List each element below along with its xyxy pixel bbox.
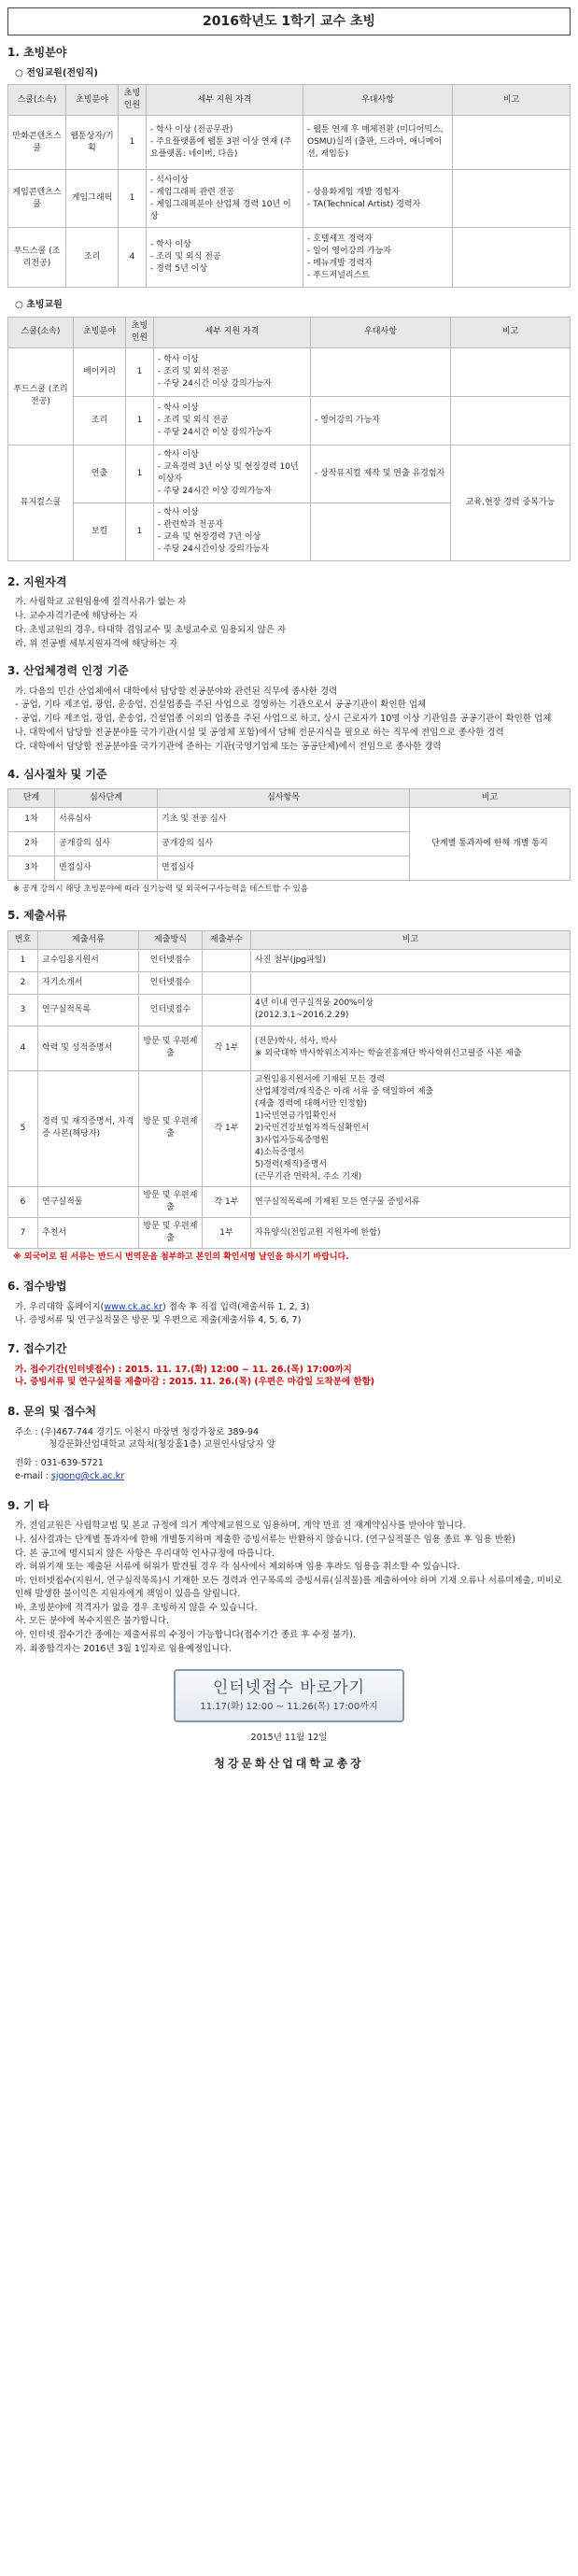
- table-row: [8, 116, 571, 170]
- section-heading: 6. 접수방법: [7, 1280, 67, 1294]
- qualification-cell: [154, 445, 311, 502]
- list-item: - 학사 이상: [150, 239, 299, 251]
- copies-cell: 각 1부: [203, 1070, 251, 1186]
- document-cell: 교수임용지원서: [38, 949, 139, 971]
- list-item: - 관련학과 전공자: [158, 519, 306, 531]
- step-cell: 2차: [8, 831, 55, 856]
- section-heading: 5. 제출서류: [7, 909, 67, 923]
- document-cell: 학력 및 성적증명서: [38, 1026, 139, 1070]
- table-header-row: [8, 317, 571, 347]
- remark-cell: [453, 170, 571, 228]
- method-cell: 방문 및 우편제출: [139, 1218, 203, 1249]
- list-item: - 상작뮤지컬 제작 및 연출 유경험자: [315, 468, 446, 480]
- remark-line: 3)사업자등록증명원: [255, 1135, 329, 1145]
- header-cell: 초빙인원: [119, 85, 147, 116]
- number-cell: 4: [8, 1026, 38, 1070]
- remark-line: 연구실적목록에 기재된 모든 연구물 증빙서류: [255, 1196, 420, 1207]
- address-line: 청강문화산업대학교 교학처(청강홀1층) 교원인사담당자 앞: [49, 1439, 275, 1451]
- list-item: - 조리 및 외식 전공: [158, 366, 306, 378]
- table-row: [8, 170, 571, 228]
- field-cell: 웹툰상자/기획: [66, 116, 119, 170]
- remark-line: (2012.3.1~2016.2.29): [255, 1011, 349, 1021]
- online-apply-button[interactable]: [174, 1669, 403, 1722]
- table-row: [8, 1026, 571, 1070]
- remark-cell: [251, 949, 571, 971]
- header-cell: 초빙인원: [126, 317, 154, 347]
- apply-button-wrap: [7, 1669, 571, 1722]
- list-item: - 호텔셰프 경력자: [307, 234, 448, 246]
- invited-positions-table: [7, 317, 571, 561]
- table-row: [8, 971, 571, 994]
- table-row: [8, 807, 571, 831]
- table-header-row: [8, 788, 571, 807]
- copies-cell: 1부: [203, 1218, 251, 1249]
- table-row: [8, 1218, 571, 1249]
- table-row: [8, 347, 571, 396]
- remark-line: (전문)학사, 석사, 박사: [255, 1037, 338, 1047]
- qualification-cell: [154, 502, 311, 560]
- header-cell: 세부 지원 자격: [147, 85, 303, 116]
- screening-table: [7, 788, 571, 881]
- subsection-heading: ○ 초빙교원: [15, 300, 63, 311]
- count-cell: 1: [126, 502, 154, 560]
- screening-note: ※ 공개 강의시 해당 초빙분야에 따라 실기능력 및 외국어구사능력을 테스트할 수 있음: [13, 884, 309, 894]
- stage-cell: 면접심사: [55, 856, 158, 880]
- number-cell: 1: [8, 949, 38, 971]
- header-cell: 우대사항: [303, 85, 453, 116]
- method-line: [15, 1301, 571, 1314]
- remark-line: 1)국민연금가입확인서: [255, 1111, 337, 1121]
- method-cell: 인터넷접수: [139, 994, 203, 1026]
- number-cell: 6: [8, 1187, 38, 1218]
- step-cell: 3차: [8, 856, 55, 880]
- email-label: e-mail :: [15, 1470, 51, 1481]
- preference-cell: [311, 445, 451, 502]
- list-item: - 웹툰 연재 후 매체전환 (미디어믹스, OSMU)실적 (출판, 드라마, 애니메이션, 게임등): [307, 124, 448, 161]
- qualification-cell: [154, 347, 311, 396]
- list-item: 자. 최종합격자는 2016년 3월 1일자로 임용예정입니다.: [15, 1643, 232, 1654]
- list-item: 가. 다음의 민간 산업체에서 대학에서 담당할 전공분야와 관련된 직무에 종사한 경력: [15, 686, 338, 697]
- fulltime-positions-table: [7, 84, 571, 288]
- header-cell: 심사단계: [55, 788, 158, 807]
- number-cell: 7: [8, 1218, 38, 1249]
- list-item: - TA(Technical Artist) 경력자: [307, 199, 448, 211]
- homepage-link[interactable]: www.ck.ac.kr: [104, 1301, 163, 1312]
- method-cell: 방문 및 우편제출: [139, 1070, 203, 1186]
- count-cell: 1: [126, 445, 154, 502]
- preference-cell: [303, 228, 453, 288]
- preference-cell: [311, 502, 451, 560]
- section-heading: 8. 문의 및 접수처: [7, 1405, 96, 1419]
- list-item: - 상용화게임 개발 경험자: [307, 187, 448, 199]
- copies-cell: [203, 994, 251, 1026]
- count-cell: 1: [119, 116, 147, 170]
- period-line: 가. 접수기간(인터넷접수) : 2015. 11. 17.(화) 12:00 ~ 11. 26.(목) 17:00까지: [15, 1364, 352, 1375]
- number-cell: 2: [8, 971, 38, 994]
- section-heading: 7. 접수기간: [7, 1342, 67, 1356]
- table-row: [8, 396, 571, 445]
- table-row: [8, 949, 571, 971]
- header-cell: 제출방식: [139, 930, 203, 949]
- qualification-cell: [154, 396, 311, 445]
- school-cell: 게임콘텐츠스쿨: [8, 170, 66, 228]
- number-cell: 5: [8, 1070, 38, 1186]
- field-cell: 보컬: [74, 502, 126, 560]
- list-item: 나. 교수자격기준에 해당하는 자: [15, 611, 138, 622]
- header-cell: 단계: [8, 788, 55, 807]
- method-text: ) 접속 후 직접 입력(제출서류 1, 2, 3): [162, 1301, 310, 1312]
- phone-line: 전화 : 031-639-5721: [15, 1458, 104, 1469]
- header-cell: 비고: [453, 85, 571, 116]
- remark-line: 4)소득증명서: [255, 1148, 304, 1158]
- issuer-name: 청강문화산업대학교총장: [214, 1756, 364, 1770]
- qualification-cell: [147, 170, 303, 228]
- header-cell: 세부 지원 자격: [154, 317, 311, 347]
- list-item: - 학사 이상 (전공무관): [150, 124, 299, 136]
- list-item: - 석사이상: [150, 175, 299, 187]
- preference-cell: [311, 396, 451, 445]
- list-item: 다. 대학에서 담당할 전공분야를 국가기관에 준하는 기관(국영기업체 또는 공공단체)에서 전임으로 종사한 경력: [15, 741, 442, 752]
- stage-cell: 서류심사: [55, 807, 158, 831]
- list-item: - 메뉴개발 경력자: [307, 258, 448, 270]
- field-cell: 베이커리: [74, 347, 126, 396]
- item-cell: 면접심사: [158, 856, 410, 880]
- number-cell: 3: [8, 994, 38, 1026]
- header-cell: 우대사항: [311, 317, 451, 347]
- remark-line: 5)경력(재직)증명서: [255, 1160, 328, 1170]
- remark-cell: [453, 116, 571, 170]
- document-cell: 경력 및 재직증명서, 자격증 사본(해당자): [38, 1070, 139, 1186]
- section-heading: 4. 심사절차 및 기준: [7, 767, 107, 781]
- copies-cell: 각 1부: [203, 1187, 251, 1218]
- misc-list: [15, 1520, 571, 1656]
- remark-line: 자유양식(전임교원 지원자에 한함): [255, 1227, 381, 1238]
- remark-line: 4년 이내 연구실적물 200%이상: [255, 998, 374, 1009]
- item-cell: 공개강의 심사: [158, 831, 410, 856]
- header-cell: 비고: [410, 788, 571, 807]
- copies-cell: 각 1부: [203, 1026, 251, 1070]
- section-heading: 3. 산업체경력 인정 기준: [7, 664, 129, 678]
- header-cell: 번호: [8, 930, 38, 949]
- remark-cell: [251, 971, 571, 994]
- qualification-cell: [147, 116, 303, 170]
- remark-line: (근무기관 연락처, 주소 기재): [255, 1172, 362, 1182]
- table-row: [8, 228, 571, 288]
- remark-cell: [251, 1026, 571, 1070]
- remark-line: 사진 첨부(jpg파일): [255, 955, 326, 965]
- remark-cell: 단계별 통과자에 한해 개별 통지: [410, 807, 571, 880]
- copies-cell: [203, 949, 251, 971]
- list-item: - 주요플랫폼에 웹툰 3편 이상 연재 (주요플랫폼: 네이버, 다음): [150, 136, 299, 161]
- list-item: - 학사 이상: [158, 507, 306, 519]
- remark-cell: [251, 1070, 571, 1186]
- remark-cell: [251, 994, 571, 1026]
- list-item: - 공업, 기타 제조업, 광업, 운송업, 건설업종을 주된 사업으로 경영하는 기관으로서 공공기관이 확인한 업체: [15, 700, 427, 711]
- industry-experience-list: [15, 686, 571, 754]
- list-item: - 조리 및 외식 전공: [150, 251, 299, 263]
- field-cell: 조리: [74, 396, 126, 445]
- list-item: 가. 사립학교 교원임용에 결격사유가 없는 자: [15, 597, 187, 608]
- count-cell: 1: [126, 347, 154, 396]
- list-item: - 주당 24시간 이상 강의가능자: [158, 427, 306, 439]
- table-row: [8, 445, 571, 502]
- table-row: [8, 994, 571, 1026]
- header-cell: 제출서류: [38, 930, 139, 949]
- header-cell: 비고: [251, 930, 571, 949]
- list-item: - 학사 이상: [158, 354, 306, 366]
- remark-cell: [451, 396, 571, 445]
- preference-cell: [311, 347, 451, 396]
- documents-table: [7, 930, 571, 1250]
- period-line: 나. 증빙서류 및 연구실적물 제출마감 : 2015. 11. 26.(목) (우편은 마감일 도착분에 한함): [15, 1377, 375, 1388]
- list-item: - 교육경력 3년 이상 및 현장경력 10년 이상자: [158, 461, 306, 486]
- list-item: - 교육 및 현장경력 7년 이상: [158, 531, 306, 544]
- list-item: - 학사 이상: [158, 403, 306, 415]
- list-item: - 주당 24시간이상 강의가능자: [158, 544, 306, 556]
- school-cell: 푸드스쿨 (조리전공): [8, 347, 74, 445]
- field-cell: 연출: [74, 445, 126, 502]
- list-item: 사. 모든 분야에 복수지원은 불가합니다.: [15, 1616, 169, 1627]
- header-cell: 초빙분야: [66, 85, 119, 116]
- preference-cell: [303, 116, 453, 170]
- header-cell: 초빙분야: [74, 317, 126, 347]
- page-title: 2016학년도 1학기 교수 초빙: [7, 7, 571, 35]
- list-item: 나. 심사결과는 단계별 통과자에 한해 개별통지하며 제출한 증빙서류는 반환하지 않습니다. (연구실적물은 임용 종료 후 임용 반환): [15, 1534, 515, 1545]
- list-item: - 조리 및 외식 전공: [158, 415, 306, 427]
- list-item: 가. 전임교원은 사립학교법 및 본교 규정에 의거 계약제교원으로 임용하며, 계약 만료 전 재계약심사를 받아야 합니다.: [15, 1521, 466, 1532]
- step-cell: 1차: [8, 807, 55, 831]
- method-line: 나. 증빙서류 및 연구실적물은 방문 및 우편으로 제출(제출서류 4, 5, 6, 7): [15, 1314, 302, 1325]
- remark-cell: [251, 1187, 571, 1218]
- list-item: - 경력 5년 이상: [150, 263, 299, 276]
- table-header-row: [8, 930, 571, 949]
- document-cell: 자기소개서: [38, 971, 139, 994]
- school-cell: 푸드스쿨 (조리전공): [8, 228, 66, 288]
- item-cell: 기초 및 전공 심사: [158, 807, 410, 831]
- count-cell: 1: [119, 170, 147, 228]
- remark-line: 2)국민건강보험자격득실확인서: [255, 1123, 370, 1133]
- list-item: - 게임그래픽 관련 전공: [150, 187, 299, 199]
- remark-cell: [451, 347, 571, 396]
- header-cell: 스쿨(소속): [8, 85, 66, 116]
- list-item: - 일어 영어강의 가능자: [307, 246, 448, 258]
- table-row: [8, 1187, 571, 1218]
- method-cell: 인터넷접수: [139, 949, 203, 971]
- announcement-date: 2015년 11월 12일: [250, 1732, 328, 1743]
- method-cell: 방문 및 우편제출: [139, 1187, 203, 1218]
- school-cell: 뮤지컬스쿨: [8, 445, 74, 560]
- header-cell: 비고: [451, 317, 571, 347]
- table-header-row: [8, 85, 571, 116]
- document-cell: 추천서: [38, 1218, 139, 1249]
- list-item: - 공업, 기타 제조업, 광업, 운송업, 건설업종 이외의 업종을 주된 사업으로 하고, 상시 근로자가 10명 이상 기관임을 공공기관이 확인한 업체: [15, 714, 552, 725]
- field-cell: 게임그래픽: [66, 170, 119, 228]
- header-cell: 제출부수: [203, 930, 251, 949]
- list-item: 마. 인터넷접수(지원서, 연구실적목록)시 기재한 모든 경력과 연구목록의 증빙서류(실적물)를 제출하여야 하며 기재 오류나 서류미제출, 미비로 인해 발생한 불이익은 지원자에게 책임이 있음을 알립니다.: [15, 1576, 563, 1599]
- documents-warning: ※ 외국어로 된 서류는 반드시 번역문을 첨부하고 본인의 확인서명 날인을 하시기 바랍니다.: [13, 1253, 349, 1263]
- list-item: 바. 초빙분야에 적격자가 없을 경우 초빙하지 않을 수 있습니다.: [15, 1602, 258, 1613]
- section-heading: 2. 지원자격: [7, 574, 67, 588]
- subsection-heading: ○ 전임교원(전임직): [15, 67, 98, 78]
- submission-method: [15, 1301, 571, 1327]
- list-item: - 학사 이상: [158, 449, 306, 461]
- list-item: - 주당 24시간 이상 강의가능자: [158, 486, 306, 498]
- header-cell: 스쿨(소속): [8, 317, 74, 347]
- application-period: [15, 1364, 571, 1390]
- list-item: - 게임그래픽분야 산업체 경력 10년 이상: [150, 199, 299, 223]
- method-text: 가. 우리대학 홈페이지(: [15, 1301, 105, 1312]
- document-cell: 연구실적목록: [38, 994, 139, 1026]
- section-heading: 9. 기 타: [7, 1498, 49, 1512]
- field-cell: 조리: [66, 228, 119, 288]
- list-item: 라. 허위기재 또는 제출된 서류에 허위가 발견될 경우 각 심사에서 제외하며 임용 후라도 임용을 취소할 수 있습니다.: [15, 1562, 460, 1573]
- remark-cell: [453, 228, 571, 288]
- list-item: - 영어강의 가능자: [315, 415, 446, 427]
- list-item: 라. 위 전공별 세부지원자격에 해당하는 자: [15, 638, 178, 649]
- school-cell: 만화콘텐츠스쿨: [8, 116, 66, 170]
- address-line: 주소 : (우)467-744 경기도 이천시 마장면 청강가창로 389-94: [15, 1426, 260, 1437]
- remark-cell: 교육,현장 경력 중복가능: [451, 445, 571, 560]
- count-cell: 4: [119, 228, 147, 288]
- table-row: [8, 1070, 571, 1186]
- copies-cell: [203, 971, 251, 994]
- list-item: 다. 본 공고에 명시되지 않은 사항은 우리대학 인사규정에 따릅니다.: [15, 1548, 275, 1559]
- document-cell: 연구실적물: [38, 1187, 139, 1218]
- email-link[interactable]: sjgong@ck.ac.kr: [50, 1470, 125, 1481]
- section-heading: 1. 초빙분야: [7, 46, 67, 60]
- header-cell: 심사항목: [158, 788, 410, 807]
- list-item: 나. 대학에서 담당할 전공분야를 국가기관(시설 및 공영체 포함)에서 담해 전문지식을 필요로 하는 직무에 전임으로 종사한 경력: [15, 728, 504, 739]
- stage-cell: 공개강의 심사: [55, 831, 158, 856]
- remark-line: (제출 경력에 대해서만 인정함): [255, 1098, 367, 1109]
- method-cell: 방문 및 우편제출: [139, 1026, 203, 1070]
- remark-line: ※ 외국대학 박사학위소지자는 학술진흥재단 박사학위신고필증 사본 제출: [255, 1049, 522, 1059]
- count-cell: 1: [126, 396, 154, 445]
- remark-line: 교원임용지원서에 기재된 모든 경력: [255, 1074, 385, 1084]
- list-item: 다. 초빙교원의 경우, 타대학 겸임교수 및 초빙교수로 임용되지 않은 자: [15, 624, 287, 635]
- contact-info: [15, 1426, 571, 1483]
- preference-cell: [303, 170, 453, 228]
- list-item: - 주당 24시간 이상 강의가능자: [158, 378, 306, 390]
- list-item: - 푸드저널리스트: [307, 270, 448, 282]
- remark-line: 산업체경력/재직증은 아래 서류 중 택일하여 제출: [255, 1086, 434, 1097]
- email-line: [15, 1470, 571, 1483]
- list-item: 아. 인터넷 접수기간 종에는 제출서류의 수정이 가능합니다(접수기간 종료 후 수정 불가).: [15, 1630, 356, 1641]
- apply-button-period: 11.17(화) 12:00 ~ 11.26(목) 17:00까지: [200, 1702, 378, 1713]
- method-cell: 인터넷접수: [139, 971, 203, 994]
- qualification-cell: [147, 228, 303, 288]
- eligibility-list: [15, 596, 571, 650]
- remark-cell: [251, 1218, 571, 1249]
- apply-button-label: 인터넷접수 바로가기: [212, 1677, 366, 1697]
